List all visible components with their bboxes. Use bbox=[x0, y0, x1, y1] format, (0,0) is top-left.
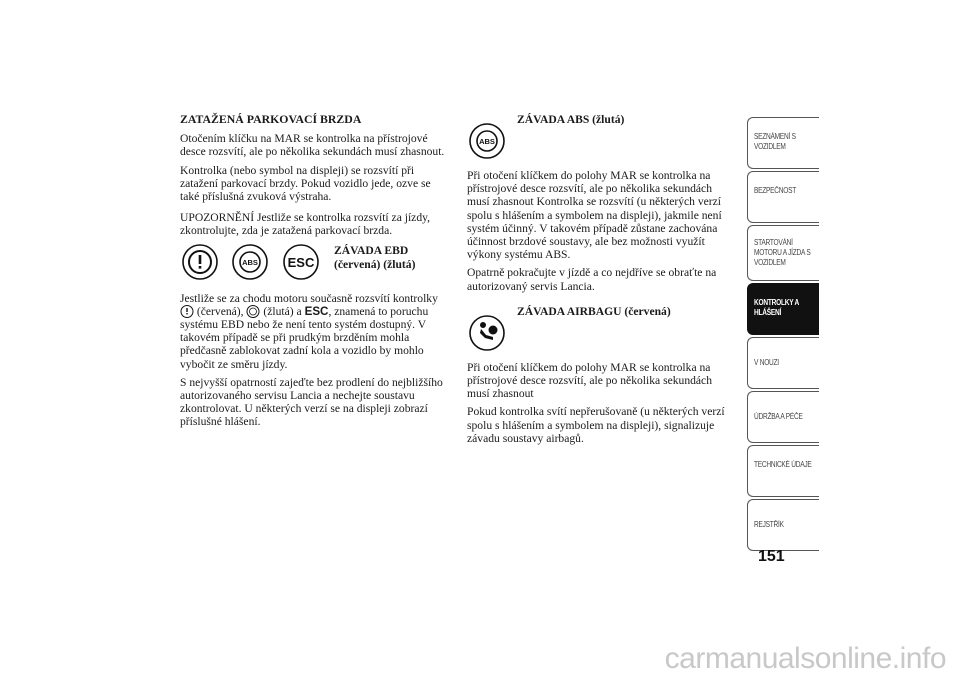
tab-label: ÚDRŽBA A PÉČE bbox=[754, 412, 803, 421]
airbag-fault-header bbox=[467, 305, 737, 353]
tab-label: KONTROLKY A HLÁŠENÍ bbox=[754, 298, 799, 317]
tab-technicke[interactable] bbox=[747, 445, 819, 497]
tab-label: TECHNICKÉ ÚDAJE bbox=[754, 460, 812, 469]
ebd-title-line1: ZÁVADA EBD bbox=[334, 243, 409, 257]
ebd-icons bbox=[180, 244, 322, 280]
paragraph: Otočením klíčku na MAR se kontrolka na přístrojové desce rozsvítí, ale po několika sekundách musí zhasnout. bbox=[180, 132, 445, 159]
abs-icon bbox=[467, 121, 507, 161]
tab-label: STARTOVÁNÍ MOTORU A JÍZDA S VOZIDLEM bbox=[754, 238, 811, 267]
paragraph-ebd: Jestliže se za chodu motoru současně rozsvítí kontrolky (červená), (žlutá) a ESC, znamená to poruchu systému EBD nebo že není tento systém dostupný. V takovém případě se při prudkým brzděním mohla předčasně zablokovat zadní kola a vozidlo by mohlo vybočit ze směru jízdy. bbox=[180, 291, 438, 371]
tab-rejstrik[interactable] bbox=[747, 499, 819, 551]
paragraph: Opatrně pokračujte v jízdě a co nejdříve se obraťte na autorizovaný servis Lancia. bbox=[467, 266, 717, 293]
chapter-tabs bbox=[747, 117, 819, 553]
tab-v-nouzi[interactable] bbox=[747, 337, 819, 389]
paragraph: Pokud kontrolka svítí nepřerušovaně (u některých verzí spolu s hlášením a symbolem na displeji), signalizuje závadu soustavy airbagů. bbox=[467, 405, 725, 445]
abs-icon-text: ABS bbox=[242, 257, 258, 267]
esc-inline-label: ESC bbox=[304, 304, 329, 318]
paragraph: Při otočení klíčkem do polohy MAR se kontrolka na přístrojové desce rozsvítí, ale po několika sekundách musí zhasnout Kontrolka se rozsvítí (u některých verzí spolu s hlášením a symbolem na displeji), jakmile není systém účinný. V takovém případě zůstane zachována účinnost brzdové soustavy, ale bez možnosti využít výkony systému ABS. bbox=[467, 169, 722, 262]
paragraph-warning: UPOZORNĚNÍ Jestliže se kontrolka rozsvítí za jízdy, zkontrolujte, zda je zatažená parkovací brzda. bbox=[180, 211, 431, 238]
airbag-fault-title: ZÁVADA AIRBAGU (červená) bbox=[517, 304, 671, 318]
esc-icon-text: ESC bbox=[287, 254, 315, 270]
tab-seznameni[interactable] bbox=[747, 117, 819, 169]
esc-icon bbox=[280, 244, 322, 280]
tab-label: BEZPEČNOST bbox=[754, 186, 797, 195]
section-title-parking-brake: ZATAŽENÁ PARKOVACÍ BRZDA bbox=[180, 112, 362, 126]
abs-fault-header bbox=[467, 113, 737, 161]
paragraph: Při otočení klíčkem do polohy MAR se kontrolka na přístrojové desce rozsvítí, ale po několika sekundách musí zhasnout bbox=[467, 360, 713, 401]
ebd-warning-header bbox=[180, 244, 452, 280]
watermark: carmanualsonline.info bbox=[664, 642, 946, 675]
paragraph: Kontrolka (nebo symbol na displeji) se rozsvítí při zatažení parkovací brzdy. Pokud vozidlo jede, ozve se také příslušná zvuková výstraha. bbox=[180, 163, 431, 204]
airbag-icon bbox=[467, 313, 507, 353]
tab-label: SEZNÁMENÍ S VOZIDLEM bbox=[754, 132, 796, 151]
tab-kontrolky[interactable] bbox=[747, 283, 819, 335]
tab-label: REJSTŘÍK bbox=[754, 520, 784, 529]
tab-bezpecnost[interactable] bbox=[747, 171, 819, 223]
ebd-title bbox=[334, 244, 415, 272]
tab-label: V NOUZI bbox=[754, 358, 779, 367]
abs-inline-icon bbox=[246, 305, 260, 318]
paragraph: S nejvyšší opatrností zajeďte bez prodlení do nejbližšího autorizovaného servisu Lancia a nechejte soustavu zkontrolovat. U některých verzí se na displeji zobrazí příslušné hlášení. bbox=[180, 375, 443, 429]
brake-warning-inline-icon bbox=[180, 305, 194, 318]
abs-fault-title: ZÁVADA ABS (žlutá) bbox=[517, 113, 625, 126]
brake-warning-icon bbox=[180, 244, 220, 280]
tab-udrzba[interactable] bbox=[747, 391, 819, 443]
abs-icon-text: ABS bbox=[479, 137, 495, 146]
left-column bbox=[180, 113, 452, 434]
tab-startovani[interactable] bbox=[747, 225, 819, 281]
page-number: 151 bbox=[758, 548, 785, 565]
abs-icon bbox=[229, 244, 271, 280]
right-column bbox=[467, 113, 737, 450]
ebd-title-line2: (červená) (žlutá) bbox=[334, 257, 416, 271]
